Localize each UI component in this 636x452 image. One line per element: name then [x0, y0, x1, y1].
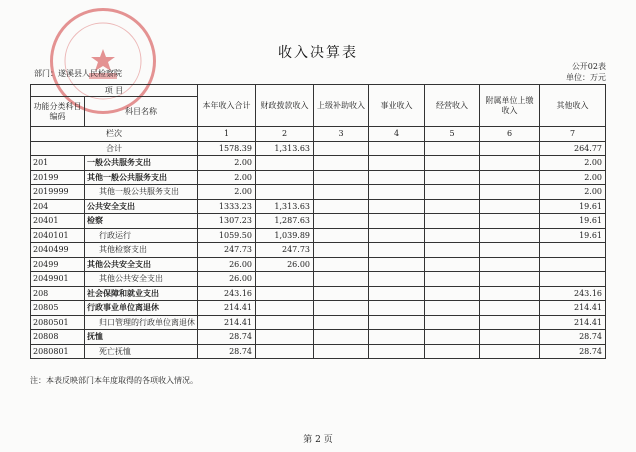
header-row	[31, 85, 606, 97]
table-row	[31, 185, 606, 200]
row-code: 201	[31, 156, 85, 171]
col-num-7: 7	[540, 127, 606, 142]
row-c2	[256, 286, 314, 301]
row-name: 其他一般公共服务支出	[85, 185, 198, 200]
row-name: 行政事业单位离退休	[85, 301, 198, 316]
row-c1: 1307.23	[198, 214, 256, 229]
total-c2: 1,313.63	[256, 141, 314, 156]
row-code: 2049901	[31, 272, 85, 287]
col-header-6: 附属单位上缴收入	[480, 85, 540, 127]
form-code	[566, 61, 606, 83]
row-code: 204	[31, 199, 85, 214]
row-c2	[256, 315, 314, 330]
row-c1: 2.00	[198, 170, 256, 185]
row-c7: 243.16	[540, 286, 606, 301]
row-c1: 1333.23	[198, 199, 256, 214]
row-c7	[540, 243, 606, 258]
table-row	[31, 286, 606, 301]
row-c7: 19.61	[540, 214, 606, 229]
row-c7	[540, 272, 606, 287]
row-c7	[540, 257, 606, 272]
row-name: 归口管理的行政单位离退休	[85, 315, 198, 330]
row-c2	[256, 185, 314, 200]
row-c7: 2.00	[540, 185, 606, 200]
page-title: 收入决算表	[278, 45, 358, 61]
row-c1: 1059.50	[198, 228, 256, 243]
table-row	[31, 330, 606, 345]
row-code: 2040101	[31, 228, 85, 243]
table-row	[31, 170, 606, 185]
row-c1: 214.41	[198, 301, 256, 316]
row-c1: 26.00	[198, 257, 256, 272]
table-body	[31, 156, 606, 359]
total-c7: 264.77	[540, 141, 606, 156]
row-c7: 214.41	[540, 301, 606, 316]
header-project: 项 目	[31, 85, 198, 97]
table-row	[31, 315, 606, 330]
row-name: 公共安全支出	[85, 199, 198, 214]
row-name: 一般公共服务支出	[85, 156, 198, 171]
column-number-row	[31, 127, 606, 142]
col-header-2: 财政拨款收入	[256, 85, 314, 127]
row-name: 社会保障和就业支出	[85, 286, 198, 301]
row-c1: 247.73	[198, 243, 256, 258]
table-row	[31, 301, 606, 316]
col-header-7: 其他收入	[540, 85, 606, 127]
row-c2: 1,313.63	[256, 199, 314, 214]
department-label: 部门：遂溪县人民检察院	[34, 69, 122, 78]
row-c7: 214.41	[540, 315, 606, 330]
row-c1: 26.00	[198, 272, 256, 287]
page-number: 第 2 页	[303, 435, 333, 445]
col-header-4: 事业收入	[369, 85, 425, 127]
lanci-label: 栏次	[31, 127, 198, 142]
col-header-1: 本年收入合计	[198, 85, 256, 127]
total-row	[31, 141, 606, 156]
row-c1: 243.16	[198, 286, 256, 301]
table-row	[31, 344, 606, 359]
row-c1: 2.00	[198, 156, 256, 171]
row-code: 20805	[31, 301, 85, 316]
row-code: 20499	[31, 257, 85, 272]
row-c2	[256, 344, 314, 359]
row-c1: 28.74	[198, 344, 256, 359]
col-num-1: 1	[198, 127, 256, 142]
revenue-table	[30, 84, 606, 359]
row-name: 行政运行	[85, 228, 198, 243]
row-c7: 28.74	[540, 344, 606, 359]
col-num-4: 4	[369, 127, 425, 142]
header-code: 功能分类科目编码	[31, 97, 85, 127]
table-row	[31, 156, 606, 171]
col-num-2: 2	[256, 127, 314, 142]
footnote: 注：本表反映部门本年度取得的各项收入情况。	[30, 376, 198, 385]
row-name: 检察	[85, 214, 198, 229]
row-c7: 2.00	[540, 170, 606, 185]
row-c2	[256, 170, 314, 185]
table-row	[31, 257, 606, 272]
total-c1: 1578.39	[198, 141, 256, 156]
table-row	[31, 214, 606, 229]
row-name: 死亡抚恤	[85, 344, 198, 359]
row-code: 2019999	[31, 185, 85, 200]
row-code: 208	[31, 286, 85, 301]
row-c2: 247.73	[256, 243, 314, 258]
col-header-3: 上级补助收入	[314, 85, 369, 127]
row-c7: 28.74	[540, 330, 606, 345]
col-num-3: 3	[314, 127, 369, 142]
row-code: 20401	[31, 214, 85, 229]
unit-label: 单位：万元	[566, 73, 606, 82]
row-code: 2080501	[31, 315, 85, 330]
row-c1: 28.74	[198, 330, 256, 345]
row-c7: 19.61	[540, 228, 606, 243]
row-c2: 1,287.63	[256, 214, 314, 229]
total-label: 合计	[31, 141, 198, 156]
row-name: 其他一般公共服务支出	[85, 170, 198, 185]
col-num-5: 5	[425, 127, 480, 142]
row-name: 抚恤	[85, 330, 198, 345]
table-row	[31, 272, 606, 287]
row-c2	[256, 301, 314, 316]
row-c2	[256, 272, 314, 287]
row-code: 20199	[31, 170, 85, 185]
row-name: 其他公共安全支出	[85, 272, 198, 287]
row-name: 其他公共安全支出	[85, 257, 198, 272]
row-c7: 19.61	[540, 199, 606, 214]
table-row	[31, 243, 606, 258]
table-row	[31, 228, 606, 243]
row-c2: 26.00	[256, 257, 314, 272]
row-c2	[256, 156, 314, 171]
row-code: 2040499	[31, 243, 85, 258]
row-c1: 214.41	[198, 315, 256, 330]
header-name: 科目名称	[85, 97, 198, 127]
row-c2	[256, 330, 314, 345]
row-c2: 1,039.89	[256, 228, 314, 243]
row-code: 20808	[31, 330, 85, 345]
row-code: 2080801	[31, 344, 85, 359]
row-c7: 2.00	[540, 156, 606, 171]
form-number: 公开02表	[571, 62, 606, 71]
row-name: 其他检察支出	[85, 243, 198, 258]
row-c1: 2.00	[198, 185, 256, 200]
col-header-5: 经营收入	[425, 85, 480, 127]
table-row	[31, 199, 606, 214]
col-num-6: 6	[480, 127, 540, 142]
